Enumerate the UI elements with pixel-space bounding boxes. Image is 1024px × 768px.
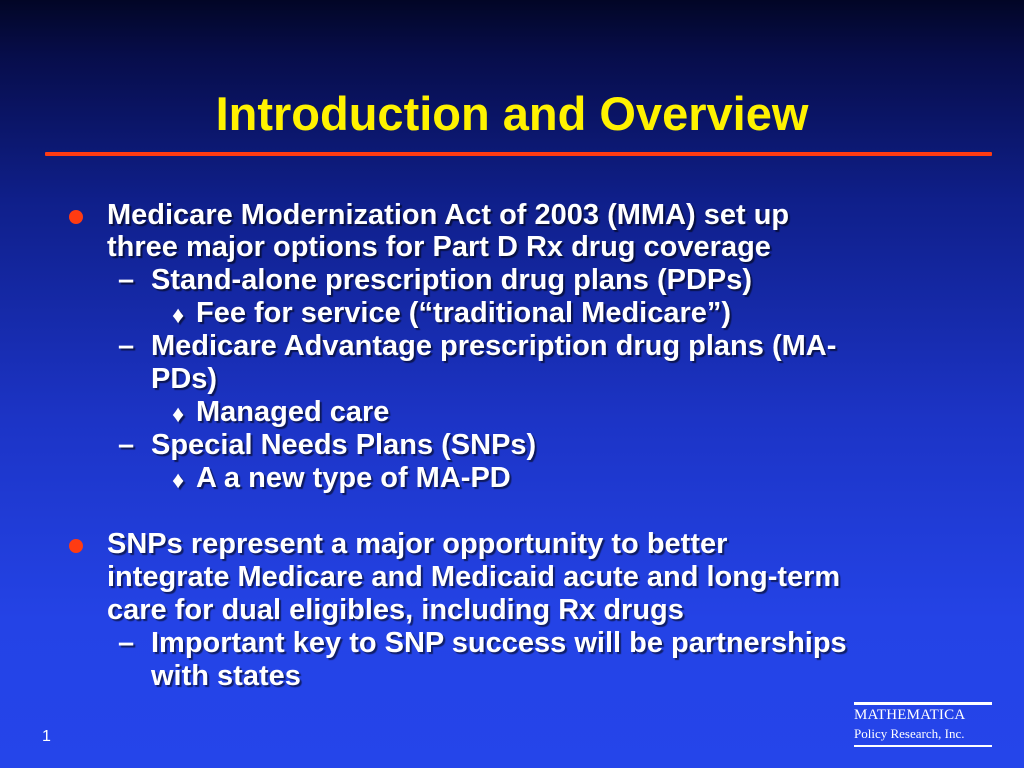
bullet-marker [69,539,83,553]
mathematica-logo [854,702,992,748]
logo-subtitle: Policy Research, Inc. [854,726,965,741]
sub-item-partnerships-line-1: Important key to SNP success will be partnerships [151,627,847,659]
bullet-1-line-1: Medicare Modernization Act of 2003 (MMA) set up [107,199,790,231]
diamond-marker: ♦ [172,401,185,428]
slide-title: Introduction and Overview [215,87,809,140]
diamond-marker: ♦ [172,302,185,329]
sub-item-ma-pds-line-2: PDs) [151,363,218,395]
diamond-marker: ♦ [172,467,185,494]
bullet-marker [69,210,83,224]
sub-item-snps: Special Needs Plans (SNPs) [151,429,537,461]
bullet-1-line-2: three major options for Part D Rx drug coverage [107,231,771,263]
dash-marker: – [118,627,135,659]
logo-bottom-rule [854,745,992,747]
bullet-2-line-2: integrate Medicare and Medicaid acute and long-term [107,561,841,593]
sub-item-pdps: Stand-alone prescription drug plans (PDPs) [151,264,753,296]
dash-marker: – [118,429,135,461]
sub-sub-item-fee-for-service: Fee for service (“traditional Medicare”) [196,297,732,329]
logo-top-rule [854,702,992,705]
bullet-2-line-1: SNPs represent a major opportunity to better [107,528,728,560]
sub-sub-item-new-type: A a new type of MA-PD [196,462,511,494]
logo-name: MATHEMATICA [854,707,966,723]
slide-number: 1 [42,728,51,745]
sub-item-partnerships-line-2: with states [151,660,301,692]
dash-marker: – [118,330,135,362]
dash-marker: – [118,264,135,296]
sub-sub-item-managed-care: Managed care [196,396,390,428]
bullet-2-line-3: care for dual eligibles, including Rx drugs [107,594,684,626]
sub-item-ma-pds-line-1: Medicare Advantage prescription drug plans (MA- [151,330,837,362]
